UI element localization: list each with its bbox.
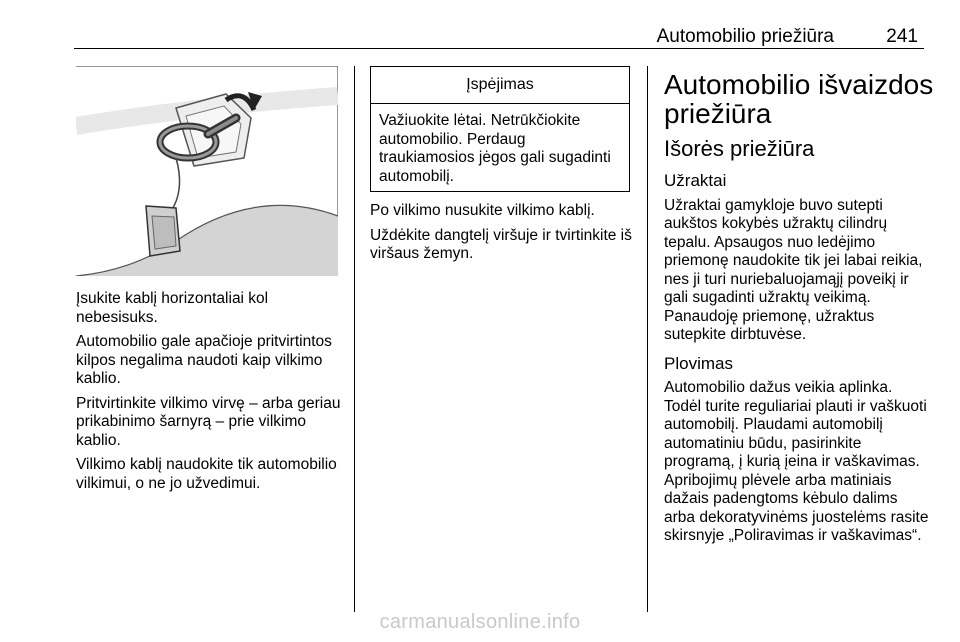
warning-box	[370, 66, 630, 192]
subsection-title: Išorės priežiūra	[664, 136, 815, 161]
washing-heading: Plovimas	[664, 353, 733, 373]
locks-paragraph: Užraktai gamykloje buvo sutepti aukštos kokybės užraktų cilindrų tepalu. Apsaugos nuo ledėjimo priemonę naudokite tik jei labai reikia, nes ji turi nuriebaluojamąjį poveikį ir gali sugadinti užraktų veikimą. Panaudoję priemonę, užraktus sutepkite dirbtuvėse.	[664, 196, 923, 343]
header-title: Automobilio priežiūra	[656, 26, 834, 47]
warning-text: Važiuokite lėtai. Netrūkčiokite automobilio. Perdaug traukiamosios jėgos gali sugadinti automobilį.	[379, 112, 611, 185]
washing-paragraph: Automobilio dažus veikia aplinka. Todėl turite reguliariai plauti ir vaškuoti automobilį. Plaudami automobilį automatiniu būdu, pasirinkite programą, į kurią įeina ir vaškavimas. Apribojimų plėvele arba matiniais dažais padengtoms kėbulo dalims arba dekoratyvinėms juostelėms rasite skirsnyje „Poliravimas ir vaškavimas“.	[664, 379, 929, 544]
warning-title: Įspėjimas	[371, 67, 629, 104]
paragraph: Automobilio gale apačioje pritvirtintos kilpos negalima naudoti kaip vilkimo kablio.	[76, 333, 332, 387]
paragraph: Pritvirtinkite vilkimo virvę – arba geriau prikabinimo šarnyrą – prie vilkimo kablio.	[76, 394, 341, 449]
right-column-text	[664, 172, 932, 552]
paragraph: Uždėkite dangtelį viršuje ir tvirtinkite iš viršaus žemyn.	[370, 226, 632, 262]
towing-eye-illustration	[76, 66, 338, 276]
page-number: 241	[886, 26, 918, 47]
watermark: carmanualsonline.info	[379, 611, 581, 633]
column-divider-left	[354, 66, 355, 612]
paragraph: Po vilkimo nusukite vilkimo kablį.	[370, 202, 595, 219]
column-divider-right	[647, 66, 648, 612]
paragraph: Įsukite kablį horizontaliai kol nebesisuks.	[76, 290, 269, 326]
middle-column-text	[370, 202, 632, 270]
section-title: Automobilio išvaizdos priežiūra	[664, 69, 934, 129]
locks-heading: Užraktai	[664, 171, 727, 190]
paragraph: Vilkimo kablį naudokite tik automobilio vilkimui, o ne jo užvedimui.	[76, 456, 337, 492]
left-column-text	[76, 290, 351, 499]
page-header	[74, 14, 924, 49]
